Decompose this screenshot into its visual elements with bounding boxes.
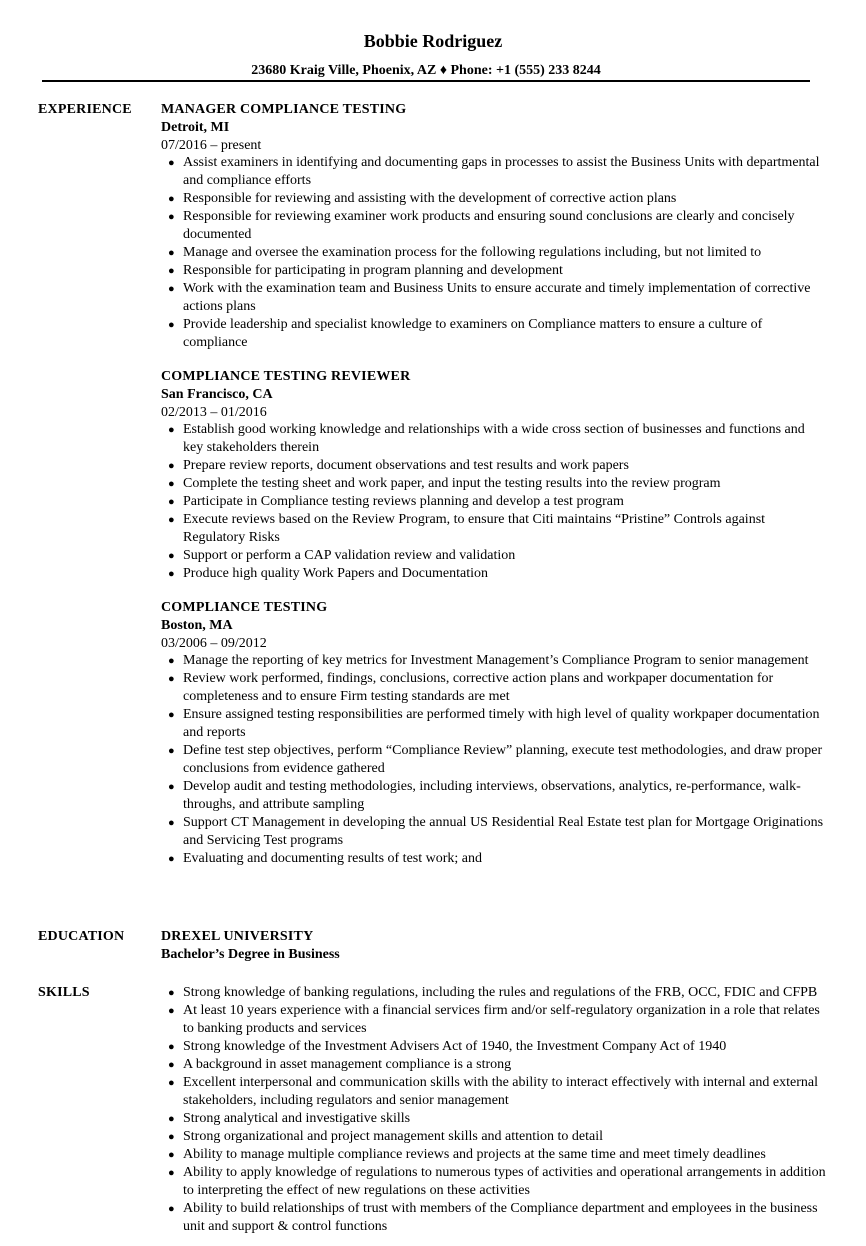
education-body bbox=[161, 928, 826, 964]
bullet-icon: ● bbox=[168, 817, 175, 829]
candidate-name: Bobbie Rodriguez bbox=[363, 31, 503, 51]
list-item-text: Execute reviews based on the Review Program, to ensure that Citi maintains “Pristine” Controls against Regulatory Risks bbox=[183, 512, 766, 545]
bullet-icon: ● bbox=[168, 781, 175, 793]
degree: Bachelor’s Degree in Business bbox=[161, 947, 340, 962]
list-item-text: Evaluating and documenting results of test work; and bbox=[183, 851, 482, 866]
job-title: COMPLIANCE TESTING bbox=[161, 600, 328, 615]
list-item-text: Responsible for reviewing and assisting with the development of corrective action plans bbox=[183, 191, 677, 206]
list-item bbox=[161, 280, 826, 316]
list-item bbox=[161, 1002, 826, 1038]
list-item bbox=[161, 1164, 826, 1200]
list-item-text: Prepare review reports, document observations and test results and work papers bbox=[183, 458, 629, 473]
list-item bbox=[161, 1128, 826, 1146]
job-dates: 02/2013 – 01/2016 bbox=[161, 405, 267, 420]
skills-heading: SKILLS bbox=[38, 985, 90, 1000]
bullet-icon: ● bbox=[168, 496, 175, 508]
list-item-text: Manage the reporting of key metrics for Investment Management’s Compliance Program to senior management bbox=[183, 653, 809, 668]
list-item bbox=[161, 1200, 826, 1236]
bullet-icon: ● bbox=[168, 1149, 175, 1161]
job-dates: 03/2006 – 09/2012 bbox=[161, 636, 267, 651]
skills-list bbox=[161, 984, 826, 1236]
bullet-icon: ● bbox=[168, 1131, 175, 1143]
job-location: San Francisco, CA bbox=[161, 387, 273, 402]
list-item-text: At least 10 years experience with a financial services firm and/or self-regulatory organization in a role that relates to banking products and services bbox=[183, 1003, 820, 1036]
list-item-text: Support CT Management in developing the annual US Residential Real Estate test plan for Mortgage Originations and Servicing Test programs bbox=[183, 815, 824, 848]
job-location: Detroit, MI bbox=[161, 120, 230, 135]
bullet-icon: ● bbox=[168, 157, 175, 169]
bullet-icon: ● bbox=[168, 1203, 175, 1215]
list-item-text: Establish good working knowledge and relationships with a wide cross section of businesses and functions and key stakeholders therein bbox=[183, 422, 805, 455]
list-item bbox=[161, 208, 826, 244]
list-item bbox=[161, 190, 826, 208]
list-item-text: Responsible for reviewing examiner work products and ensuring sound conclusions are clearly and concisely documented bbox=[183, 209, 795, 242]
list-item bbox=[161, 1074, 826, 1110]
list-item-text: Provide leadership and specialist knowledge to examiners on Compliance matters to ensure a culture of compliance bbox=[183, 317, 763, 350]
job-bullets bbox=[161, 154, 826, 352]
list-item bbox=[161, 493, 826, 511]
bullet-icon: ● bbox=[168, 319, 175, 331]
list-item bbox=[161, 244, 826, 262]
bullet-icon: ● bbox=[168, 193, 175, 205]
list-item bbox=[161, 706, 826, 742]
bullet-icon: ● bbox=[168, 568, 175, 580]
list-item bbox=[161, 850, 826, 868]
list-item-text: Review work performed, findings, conclusions, corrective action plans and workpaper documentation for completeness and to ensure Firm testing standards are met bbox=[183, 671, 774, 704]
list-item bbox=[161, 1146, 826, 1164]
bullet-icon: ● bbox=[168, 460, 175, 472]
list-item-text: A background in asset management compliance is a strong bbox=[183, 1057, 512, 1072]
list-item bbox=[161, 421, 826, 457]
bullet-icon: ● bbox=[168, 283, 175, 295]
list-item-text: Ability to apply knowledge of regulations to numerous types of activities and operational arrangements in addition to interpreting the effect of new regulations on these activities bbox=[183, 1165, 826, 1198]
job-title: MANAGER COMPLIANCE TESTING bbox=[161, 102, 407, 117]
list-item-text: Define test step objectives, perform “Compliance Review” planning, execute test methodologies, and draw proper conclusions from evidence gathered bbox=[183, 743, 823, 776]
list-item bbox=[161, 565, 826, 583]
skills-body bbox=[161, 984, 826, 1236]
bullet-icon: ● bbox=[168, 673, 175, 685]
list-item-text: Ability to manage multiple compliance reviews and projects at the same time and meet timely deadlines bbox=[183, 1147, 766, 1162]
list-item-text: Assist examiners in identifying and documenting gaps in processes to assist the Business Units with departmental and compliance efforts bbox=[183, 155, 820, 188]
bullet-icon: ● bbox=[168, 1041, 175, 1053]
job-location: Boston, MA bbox=[161, 618, 233, 633]
education-heading: EDUCATION bbox=[38, 929, 125, 944]
list-item-text: Ensure assigned testing responsibilities are performed timely with high level of quality workpaper documentation and reports bbox=[183, 707, 820, 740]
list-item bbox=[161, 511, 826, 547]
contact-line: 23680 Kraig Ville, Phoenix, AZ ♦ Phone: +1 (555) 233 8244 bbox=[251, 63, 601, 78]
list-item bbox=[161, 316, 826, 352]
list-item-text: Produce high quality Work Papers and Documentation bbox=[183, 566, 488, 581]
list-item bbox=[161, 984, 826, 1002]
job-title: COMPLIANCE TESTING REVIEWER bbox=[161, 369, 411, 384]
list-item bbox=[161, 742, 826, 778]
bullet-icon: ● bbox=[168, 211, 175, 223]
list-item-text: Excellent interpersonal and communication skills with the ability to interact effectively with internal and external stakeholders, including regulators and senior management bbox=[183, 1075, 818, 1108]
list-item-text: Complete the testing sheet and work paper, and input the testing results into the review program bbox=[183, 476, 721, 491]
list-item-text: Participate in Compliance testing reviews planning and develop a test program bbox=[183, 494, 624, 509]
list-item-text: Ability to build relationships of trust with members of the Compliance department and employees in the business unit and support & control functions bbox=[183, 1201, 818, 1234]
list-item bbox=[161, 475, 826, 493]
bullet-icon: ● bbox=[168, 424, 175, 436]
job-bullets bbox=[161, 652, 826, 868]
bullet-icon: ● bbox=[168, 478, 175, 490]
bullet-icon: ● bbox=[168, 709, 175, 721]
bullet-icon: ● bbox=[168, 1059, 175, 1071]
bullet-icon: ● bbox=[168, 1077, 175, 1089]
list-item bbox=[161, 652, 826, 670]
bullet-icon: ● bbox=[168, 265, 175, 277]
list-item-text: Strong analytical and investigative skills bbox=[183, 1111, 411, 1126]
list-item-text: Strong organizational and project management skills and attention to detail bbox=[183, 1129, 604, 1144]
list-item bbox=[161, 1110, 826, 1128]
list-item bbox=[161, 814, 826, 850]
bullet-icon: ● bbox=[168, 853, 175, 865]
job-bullets bbox=[161, 421, 826, 583]
list-item-text: Strong knowledge of banking regulations, including the rules and regulations of the FRB, OCC, FDIC and CFPB bbox=[183, 985, 818, 1000]
bullet-icon: ● bbox=[168, 550, 175, 562]
list-item-text: Work with the examination team and Business Units to ensure accurate and timely implementation of corrective actions plans bbox=[183, 281, 811, 314]
bullet-icon: ● bbox=[168, 1005, 175, 1017]
list-item bbox=[161, 154, 826, 190]
list-item bbox=[161, 778, 826, 814]
header-divider bbox=[42, 80, 810, 82]
school-name: DREXEL UNIVERSITY bbox=[161, 929, 314, 944]
job-entry bbox=[161, 368, 826, 583]
bullet-icon: ● bbox=[168, 1167, 175, 1179]
list-item-text: Support or perform a CAP validation review and validation bbox=[183, 548, 516, 563]
bullet-icon: ● bbox=[168, 247, 175, 259]
job-entry bbox=[161, 101, 826, 352]
bullet-icon: ● bbox=[168, 987, 175, 999]
list-item-text: Develop audit and testing methodologies, including interviews, observations, analytics, re-performance, walk-throughs, and attribute sampling bbox=[183, 779, 801, 812]
list-item-text: Strong knowledge of the Investment Advisers Act of 1940, the Investment Company Act of 1940 bbox=[183, 1039, 727, 1054]
list-item bbox=[161, 670, 826, 706]
list-item bbox=[161, 457, 826, 475]
list-item bbox=[161, 547, 826, 565]
list-item bbox=[161, 1056, 826, 1074]
experience-heading: EXPERIENCE bbox=[38, 102, 132, 117]
bullet-icon: ● bbox=[168, 1113, 175, 1125]
list-item bbox=[161, 262, 826, 280]
bullet-icon: ● bbox=[168, 514, 175, 526]
bullet-icon: ● bbox=[168, 745, 175, 757]
bullet-icon: ● bbox=[168, 655, 175, 667]
list-item-text: Responsible for participating in program planning and development bbox=[183, 263, 563, 278]
list-item-text: Manage and oversee the examination process for the following regulations including, but not limited to bbox=[183, 245, 762, 260]
job-dates: 07/2016 – present bbox=[161, 138, 262, 153]
list-item bbox=[161, 1038, 826, 1056]
job-entry bbox=[161, 599, 826, 868]
experience-body bbox=[161, 101, 826, 884]
